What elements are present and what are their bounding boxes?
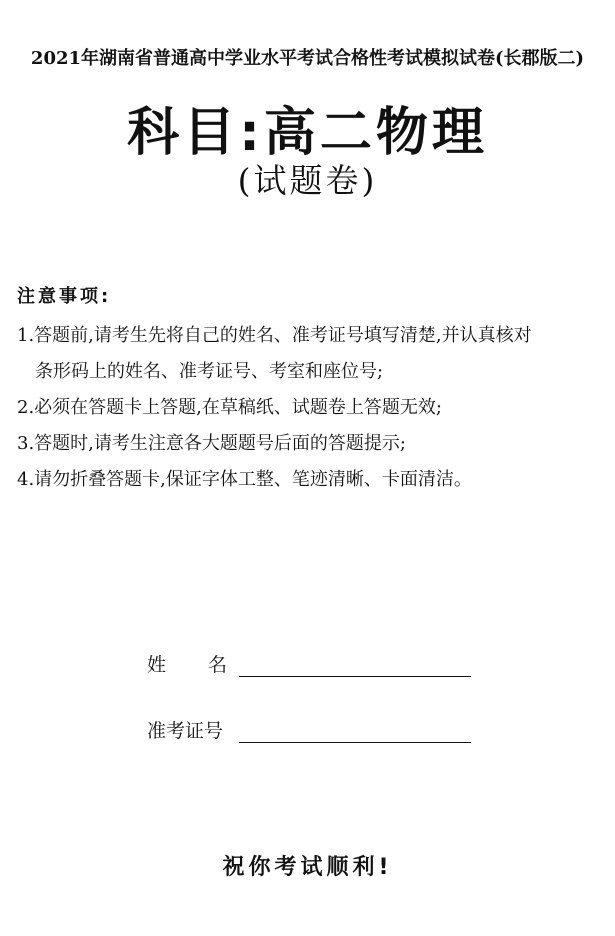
candidate-name-label: 姓名 (147, 654, 270, 676)
notice-heading: 注意事项: (17, 286, 112, 307)
notice-list (17, 318, 607, 498)
candidate-id-row (147, 716, 471, 743)
notice-item-1-line-2: 条形码上的姓名、准考证号、考室和座位号; (35, 361, 384, 382)
exam-title: 2021年湖南省普通高中学业水平考试合格性考试模拟试卷(长郡版二) (30, 48, 585, 69)
blessing-text: 祝你考试顺利! (222, 855, 393, 880)
paper-type-label: (试题卷) (237, 161, 378, 200)
notice-item-1 (17, 318, 607, 390)
notice-item-1-line-1: 1.答题前,请考生先将自己的姓名、准考证号填写清楚,并认真核对 (17, 325, 532, 346)
notice-item-3 (17, 426, 607, 462)
subject-title: 科目:高二物理 (127, 103, 488, 163)
notice-item-2 (17, 390, 607, 426)
candidate-name-row (147, 650, 471, 677)
candidate-name-blank[interactable] (239, 654, 471, 677)
notice-item-4 (17, 462, 607, 498)
candidate-id-blank[interactable] (239, 720, 471, 743)
candidate-id-label: 准考证号 (147, 720, 224, 742)
notice-item-2-line-1: 2.必须在答题卡上答题,在草稿纸、试题卷上答题无效; (17, 397, 442, 418)
notice-item-3-line-1: 3.答题时,请考生注意各大题题号后面的答题提示; (17, 433, 406, 454)
notice-item-4-line-1: 4.请勿折叠答题卡,保证字体工整、笔迹清晰、卡面清洁。 (17, 469, 472, 490)
